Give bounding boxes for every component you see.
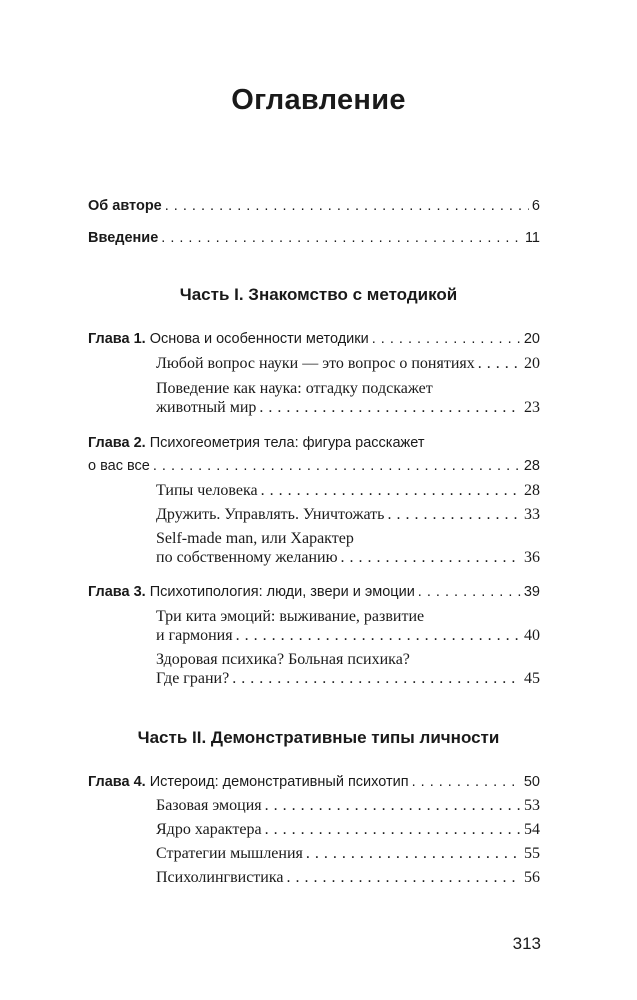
section-page: 56 xyxy=(524,869,540,886)
leader-dots xyxy=(286,869,521,887)
leader-dots xyxy=(412,774,521,790)
section-title-line: Здоровая психика? Больная психика? xyxy=(156,651,410,668)
section-title: Ядро характера xyxy=(156,821,262,838)
leader-dots xyxy=(161,230,522,246)
section-title: Психолингвистика xyxy=(156,869,284,886)
section-title: Любой вопрос науки — это вопрос о понятиях xyxy=(156,355,475,372)
section-page: 40 xyxy=(524,627,540,644)
leader-dots xyxy=(261,482,521,500)
section-title: Где грани? xyxy=(156,670,230,687)
section-title-line: Поведение как наука: отгадку подскажет xyxy=(156,380,433,397)
leader-dots xyxy=(259,399,521,417)
toc-entry-page: 6 xyxy=(531,198,540,214)
toc-entry-about-author[interactable] xyxy=(88,198,540,214)
leader-dots xyxy=(165,198,529,214)
chapter-label: Глава 3. xyxy=(88,584,146,600)
leader-dots xyxy=(236,627,521,645)
toc-entry-label: Введение xyxy=(88,230,159,246)
page-number: 313 xyxy=(512,934,541,953)
section-title: Дружить. Управлять. Уничтожать xyxy=(156,506,385,523)
toc-section[interactable] xyxy=(156,355,540,373)
section-page: 45 xyxy=(524,670,540,687)
leader-dots xyxy=(265,821,521,839)
section-title: Стратегии мышления xyxy=(156,845,303,862)
leader-dots xyxy=(153,458,521,474)
toc-chapter-1[interactable] xyxy=(88,331,540,347)
toc-section[interactable] xyxy=(156,506,540,524)
section-title-line: Self-made man, или Характер xyxy=(156,530,354,547)
chapter-title: Основа и особенности методики xyxy=(149,331,369,347)
toc-section[interactable] xyxy=(156,797,540,815)
chapter-label: Глава 4. xyxy=(88,774,146,790)
toc-section[interactable] xyxy=(156,482,540,500)
chapter-page: 28 xyxy=(523,458,540,474)
chapter-label: Глава 1. xyxy=(88,331,146,347)
toc-section[interactable] xyxy=(156,670,540,688)
section-page: 20 xyxy=(524,355,540,372)
section-title: по собственному желанию xyxy=(156,549,338,566)
toc-section[interactable] xyxy=(156,869,540,887)
toc-chapter-2[interactable] xyxy=(88,458,540,474)
chapter-page: 39 xyxy=(523,584,540,600)
chapter-label: Глава 2. xyxy=(88,435,146,451)
section-title: Типы человека xyxy=(156,482,258,499)
toc-section[interactable] xyxy=(156,845,540,863)
toc-section[interactable] xyxy=(156,399,540,417)
toc-chapter-2-line-1[interactable] xyxy=(88,435,424,451)
leader-dots xyxy=(232,670,521,688)
chapter-title: Истероид: демонстративный психотип xyxy=(149,774,409,790)
toc-section[interactable] xyxy=(156,549,540,567)
leader-dots xyxy=(341,549,521,567)
section-page: 54 xyxy=(524,821,540,838)
chapter-page: 50 xyxy=(523,774,540,790)
part-heading: Часть II. Демонстративные типы личности xyxy=(137,728,500,747)
section-title: животный мир xyxy=(156,399,257,416)
toc-chapter-3[interactable] xyxy=(88,584,540,600)
section-page: 36 xyxy=(524,549,540,566)
leader-dots xyxy=(265,797,521,815)
toc-entry-page: 11 xyxy=(524,230,540,246)
chapter-title: Психотипология: люди, звери и эмоции xyxy=(149,584,415,600)
chapter-title: о вас все xyxy=(88,458,150,474)
section-title-line: Три кита эмоций: выживание, развитие xyxy=(156,608,425,625)
leader-dots xyxy=(478,355,521,373)
section-page: 53 xyxy=(524,797,540,814)
section-page: 33 xyxy=(524,506,540,523)
leader-dots xyxy=(418,584,521,600)
chapter-page: 20 xyxy=(523,331,540,347)
leader-dots xyxy=(372,331,521,347)
chapter-title: Психогеометрия тела: фигура расскажет xyxy=(149,435,425,451)
toc-entry-introduction[interactable] xyxy=(88,230,540,246)
leader-dots xyxy=(387,506,521,524)
section-title: и гармония xyxy=(156,627,233,644)
section-page: 28 xyxy=(524,482,540,499)
section-page: 23 xyxy=(524,399,540,416)
toc-section[interactable] xyxy=(156,627,540,645)
toc-entry-label: Об авторе xyxy=(88,198,162,214)
toc-chapter-4[interactable] xyxy=(88,774,540,790)
section-page: 55 xyxy=(524,845,540,862)
part-heading: Часть I. Знакомство с методикой xyxy=(179,285,458,304)
leader-dots xyxy=(306,845,521,863)
section-title: Базовая эмоция xyxy=(156,797,262,814)
page-title: Оглавление xyxy=(231,84,406,116)
toc-section[interactable] xyxy=(156,821,540,839)
